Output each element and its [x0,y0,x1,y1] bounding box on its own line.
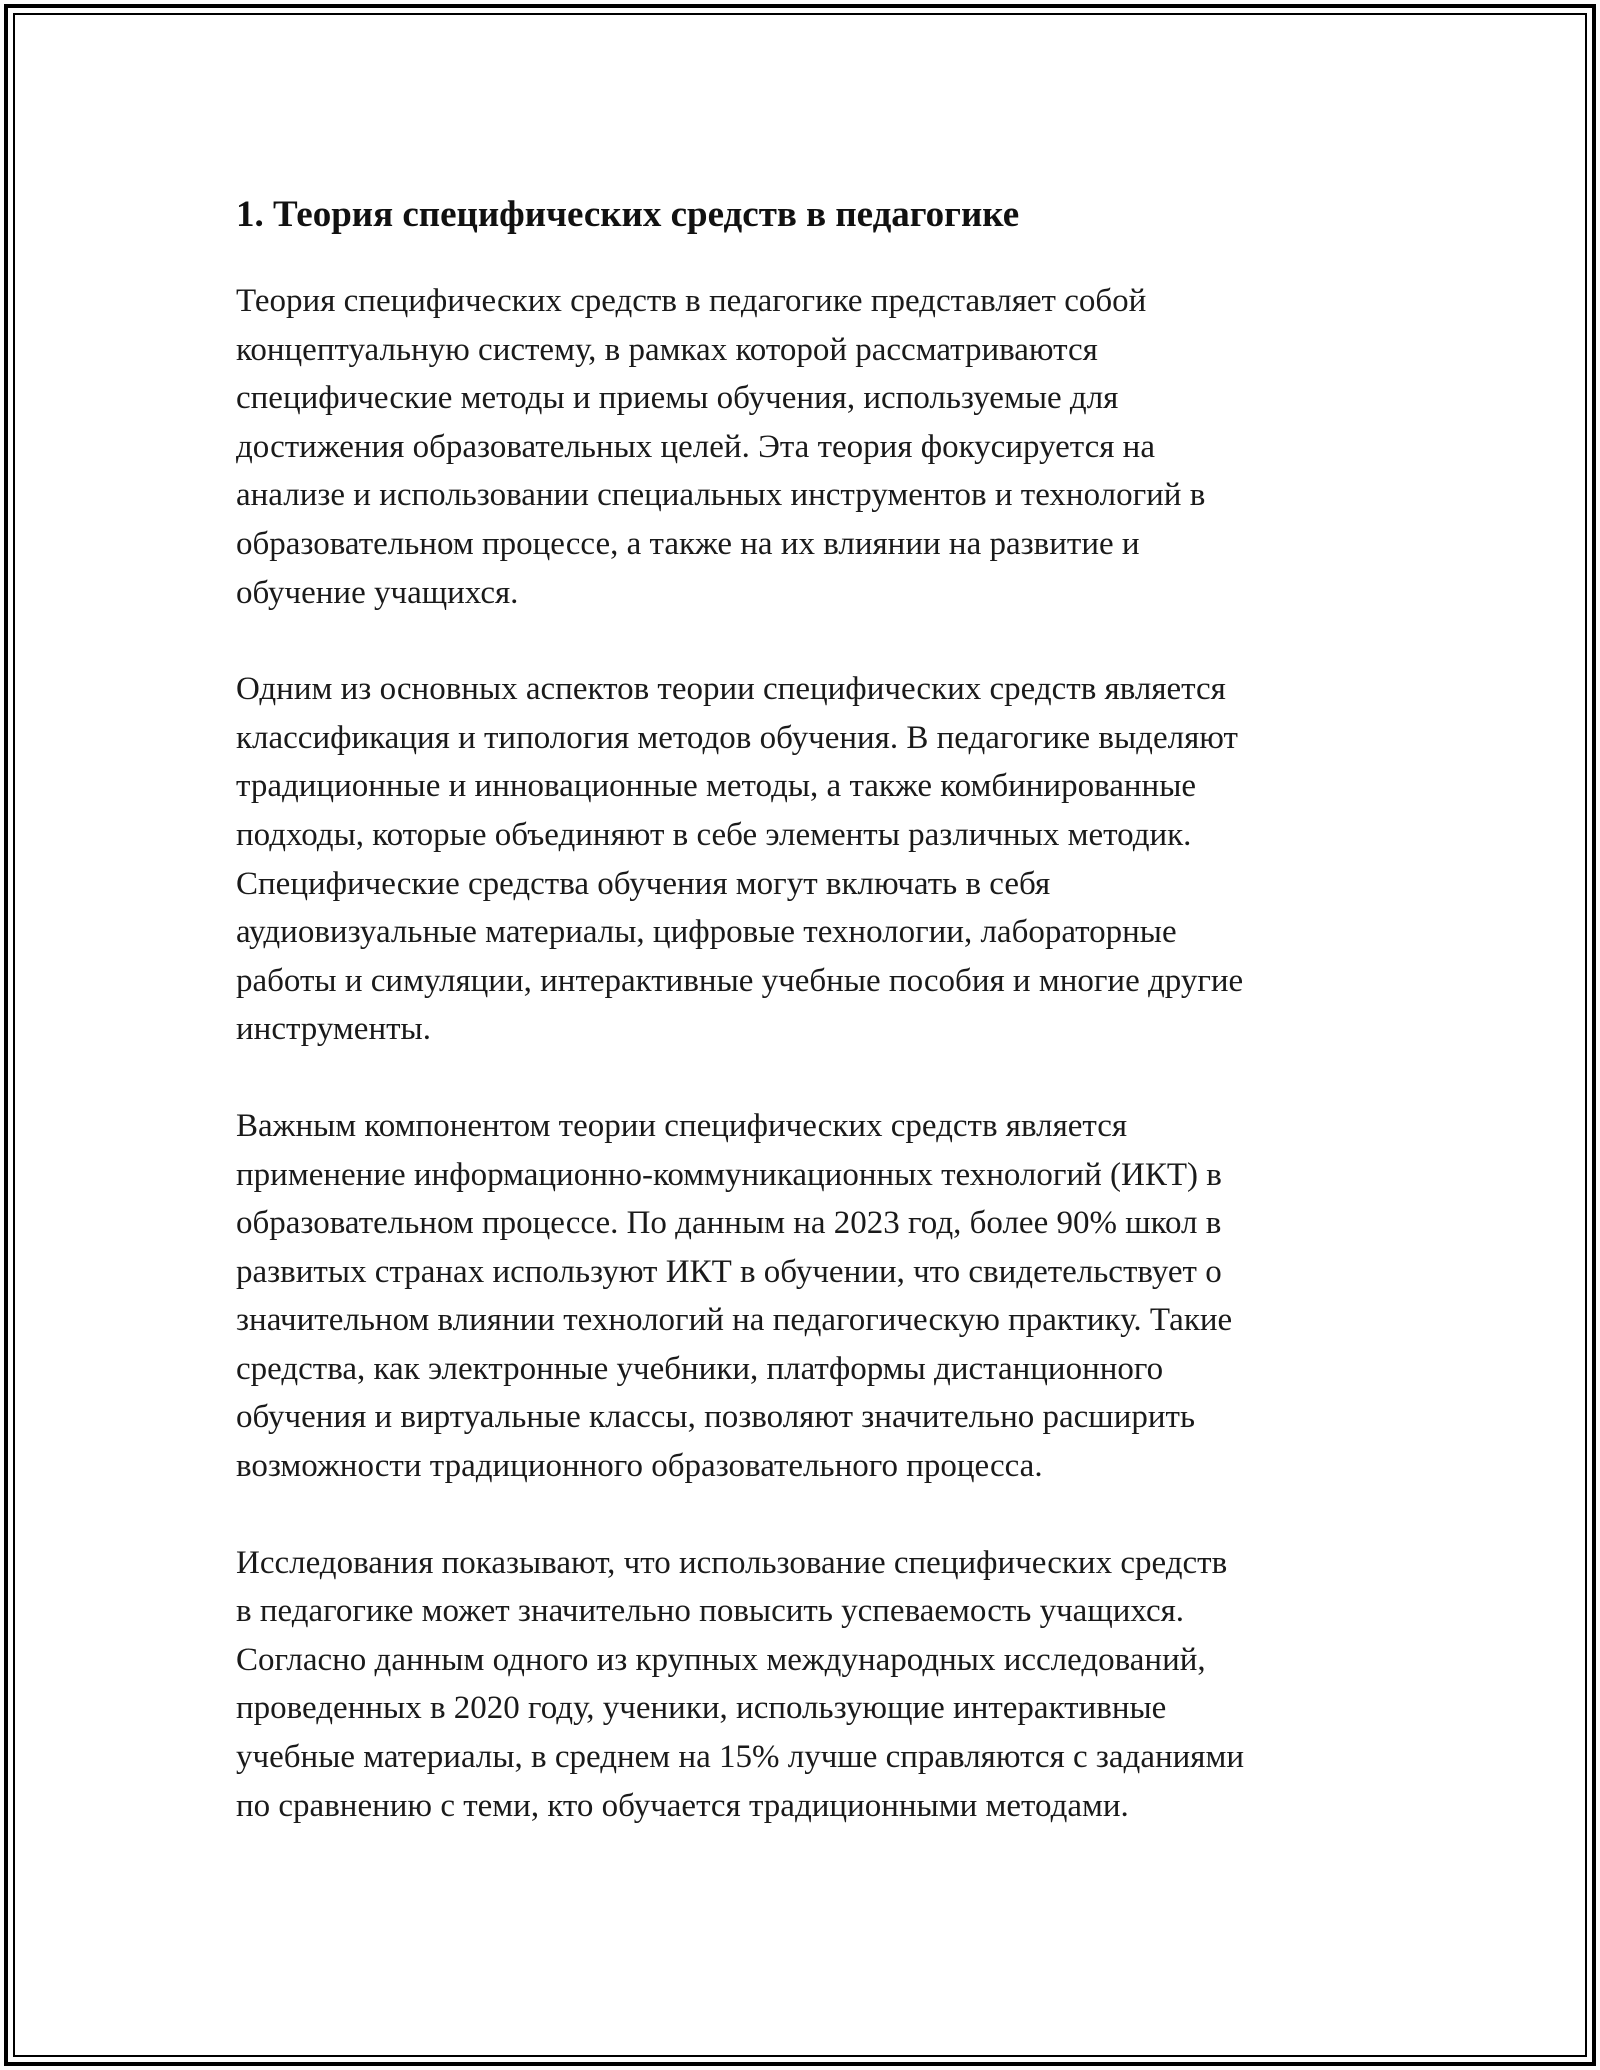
paragraph-4: Исследования показывают, что использование специфических средств в педагогике может значительно повысить успеваемость учащихся. Согласно данным одного из крупных международных исследований, проведенных в 2020 году, ученики, использующие интерактивные учебные материалы, в среднем на 15% лучше справляются с заданиями по сравнению с теми, кто обучается традиционными методами. [236,1544,1245,1824]
paragraph-2: Одним из основных аспектов теории специфических средств является классификация и типология методов обучения. В педагогике выделяют традиционные и инновационные методы, а также комбинированные подходы, которые объединяют в себе элементы различных методик. Специфические средства обучения могут включать в себя аудиовизуальные материалы, цифровые технологии, лабораторные работы и симуляции, интерактивные учебные пособия и многие другие инструменты. [236,671,1244,1048]
paragraph-3: Важным компонентом теории специфических средств является применение информационно-коммуникационных технологий (ИКТ) в образовательном процессе. По данным на 2023 год, более 90% школ в развитых странах используют ИКТ в обучении, что свидетельствует о значительном влиянии технологий на педагогическую практику. Такие средства, как электронные учебники, платформы дистанционного обучения и виртуальные классы, позволяют значительно расширить возможности традиционного образовательного процесса. [236,1107,1233,1485]
document-body [236,185,1371,1878]
paragraph-1: Теория специфических средств в педагогике представляет собой концептуальную систему, в рамках которой рассматриваются специфические методы и приемы обучения, используемые для достижения образовательных целей. Эта теория фокусируется на анализе и использовании специальных инструментов и технологий в образовательном процессе, а также на их влиянии на развитие и обучение учащихся. [236,283,1206,611]
section-heading: 1. Теория специфических средств в педагогике [236,194,1020,235]
